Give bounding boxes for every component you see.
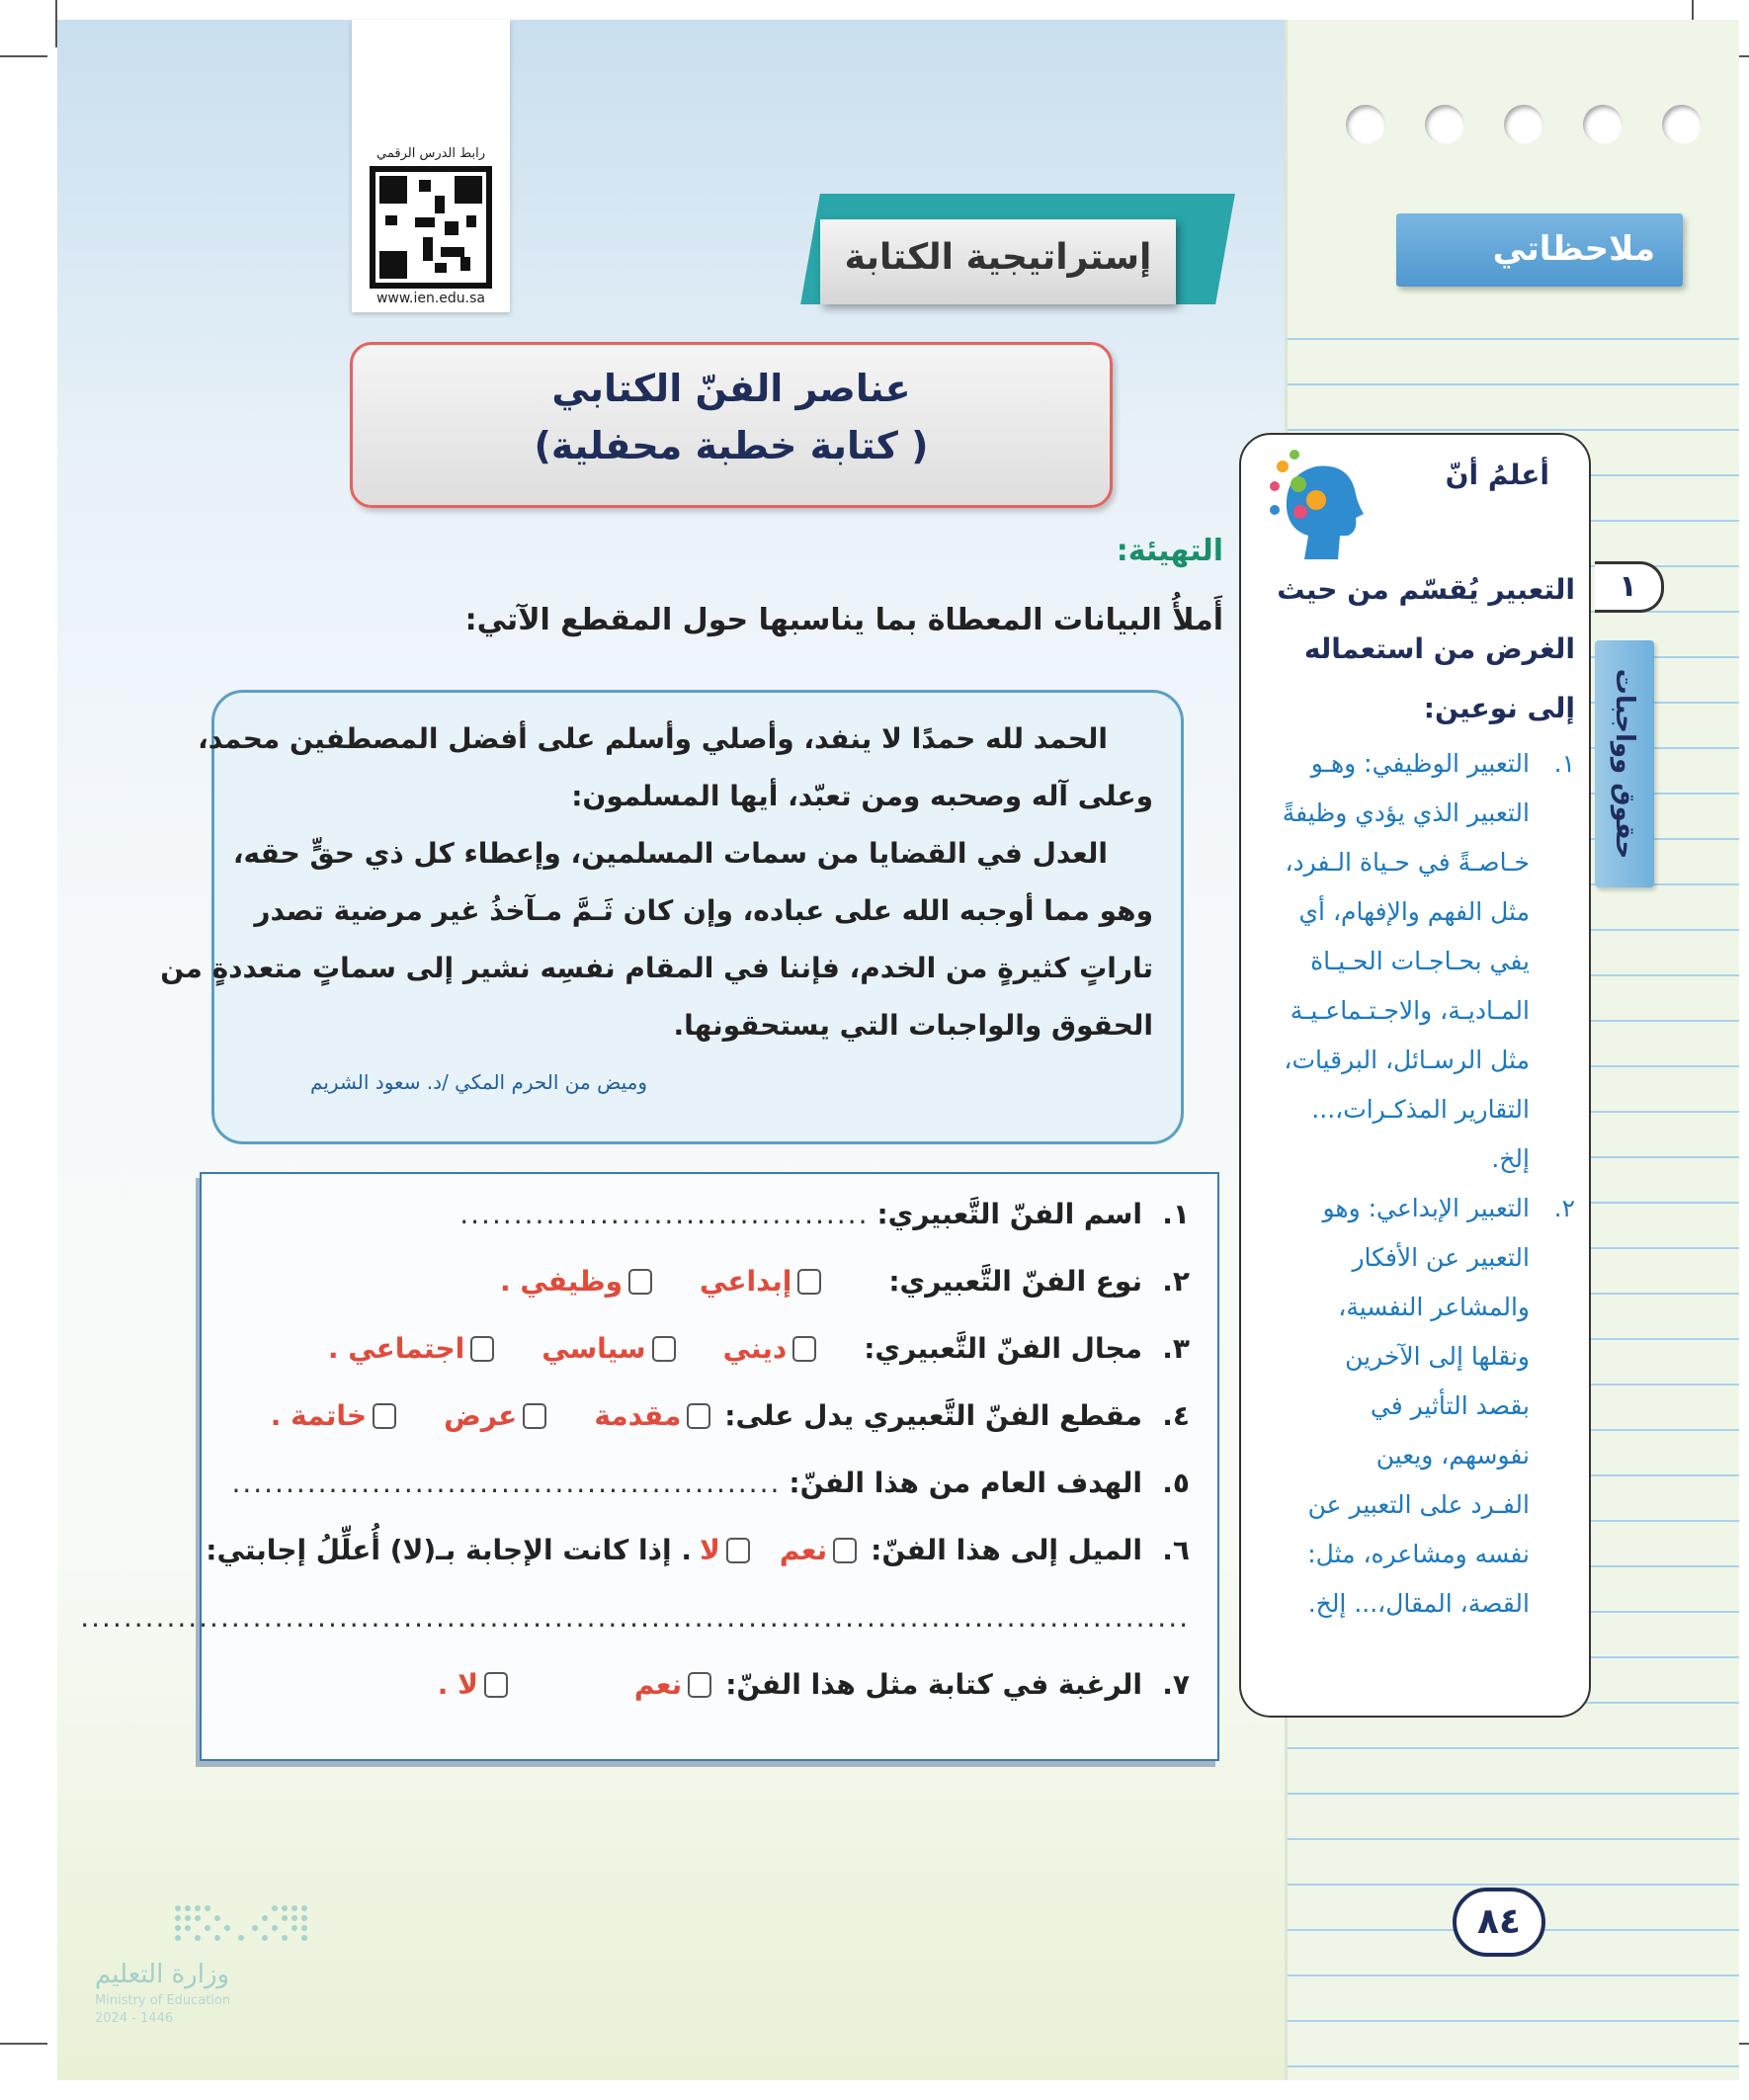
option-label: نعم xyxy=(633,1668,683,1701)
option-label: وظيفي . xyxy=(499,1265,624,1298)
passage-line: الحمد لله حمدًا لا ينفد، وأصلي وأسلم على أفضل المصطفين محمد، xyxy=(198,722,1108,755)
strategy-ribbon: إستراتيجية الكتابة xyxy=(820,219,1176,304)
unit-number: ١ xyxy=(1595,561,1664,613)
checkbox[interactable] xyxy=(797,1269,821,1295)
info-item-line: إلخ. xyxy=(1491,1144,1530,1173)
ministry-name-en: Ministry of Education xyxy=(95,1993,231,2008)
info-item-line: مثل الرسـائل، البرقيات، xyxy=(1284,1046,1530,1074)
question-number: ٥. xyxy=(1162,1467,1190,1499)
notes-tab-label: ملاحظاتي xyxy=(1492,229,1655,269)
info-item-line: نفسه ومشاعره، مثل: xyxy=(1307,1540,1530,1568)
question-label: الميل إلى هذا الفنّ: xyxy=(871,1534,1142,1566)
info-item-line: التعبير الإبداعي: وهو xyxy=(1322,1194,1530,1222)
qr-code-icon[interactable] xyxy=(370,166,492,289)
ministry-year: 2024 - 1446 xyxy=(95,2011,174,2026)
info-lead-line: التعبير يُقسّم من حيث xyxy=(1277,573,1575,606)
question-label: مقطع الفنّ التَّعبيري يدل على: xyxy=(724,1399,1142,1432)
info-item-line: نفوسهم، ويعين xyxy=(1375,1441,1530,1470)
warmup-instruction: أَملأُ البيانات المعطاة بما يناسبها حول المقطع الآتي: xyxy=(464,603,1223,637)
question-number: ١. xyxy=(1162,1198,1190,1230)
info-item-line: المـاديـة، والاجـتـماعـيـة xyxy=(1290,996,1530,1025)
question-1 xyxy=(459,1198,1190,1230)
question-6 xyxy=(206,1534,1190,1566)
info-lead-line: إلى نوعين: xyxy=(1423,692,1575,724)
passage-line: وعلى آله وصحبه ومن تعبّد، أيها المسلمون: xyxy=(571,780,1153,812)
question-4 xyxy=(271,1399,1190,1432)
passage-line: تاراتٍ كثيرةٍ من الخدم، فإننا في المقام نفسِه نشير إلى سماتٍ متعددةٍ من xyxy=(160,952,1153,984)
checkbox[interactable] xyxy=(792,1336,816,1362)
option-label: نعم xyxy=(779,1534,828,1566)
unit-side-tab xyxy=(1595,640,1654,887)
info-item-line: خـاصـةً في حـياة الـفرد، xyxy=(1285,848,1530,877)
info-item-line: التعبير الوظيفي: وهـو xyxy=(1310,749,1530,778)
qr-url[interactable]: www.ien.edu.sa xyxy=(375,291,486,306)
question-6-answer-line xyxy=(80,1601,1190,1634)
qr-card[interactable] xyxy=(352,20,510,312)
lesson-subtitle: ( كتابة خطبة محفلية) xyxy=(534,424,929,467)
option-label: اجتماعي . xyxy=(327,1332,465,1365)
question-label: الهدف العام من هذا الفنّ: xyxy=(789,1467,1142,1499)
question-label: نوع الفنّ التَّعبيري: xyxy=(888,1265,1142,1298)
question-2 xyxy=(500,1265,1190,1298)
checkbox[interactable] xyxy=(687,1403,710,1429)
option-label: خاتمة . xyxy=(270,1399,368,1432)
qr-title: رابط الدرس الرقمي xyxy=(376,146,485,161)
passage-line: العدل في القضايا من سمات المسلمين، وإعطاء كل ذي حقٍّ حقه، xyxy=(232,837,1108,870)
binder-hole xyxy=(1662,105,1702,144)
ministry-logo-icon xyxy=(172,1902,310,1946)
option-label: مقدمة xyxy=(594,1399,682,1432)
info-panel xyxy=(1239,433,1591,1718)
answer-blank[interactable]: ....................................................................................................... xyxy=(80,1601,1190,1634)
checkbox[interactable] xyxy=(484,1672,508,1698)
info-item-line: يفي بحـاجـات الحـيـاة xyxy=(1310,947,1530,975)
crop-mark xyxy=(0,55,47,57)
info-item-line: القصة، المقال،... إلخ. xyxy=(1307,1589,1530,1618)
info-item-line: ونقلها إلى الآخرين xyxy=(1345,1342,1530,1371)
info-item-line: الفـرد على التعبير عن xyxy=(1307,1490,1530,1519)
head-gears-icon xyxy=(1265,445,1368,563)
question-number: ٧. xyxy=(1162,1668,1190,1701)
checkbox[interactable] xyxy=(523,1403,546,1429)
option-label: إبداعي xyxy=(700,1265,792,1298)
ministry-logo xyxy=(95,1902,312,2031)
question-label: الرغبة في كتابة مثل هذا الفنّ: xyxy=(725,1668,1142,1701)
lesson-title: عناصر الفنّ الكتابي xyxy=(551,367,911,410)
checkbox[interactable] xyxy=(470,1336,494,1362)
info-item-line: التعبير الذي يؤدي وظيفةً xyxy=(1282,798,1530,827)
checkbox[interactable] xyxy=(373,1403,396,1429)
question-label: اسم الفنّ التَّعبيري: xyxy=(876,1198,1142,1230)
question-number: ٤. xyxy=(1162,1399,1190,1432)
lesson-title-box xyxy=(350,342,1113,508)
ministry-name-ar: وزارة التعليم xyxy=(95,1960,230,1989)
crop-mark xyxy=(0,2043,47,2045)
question-label: مجال الفنّ التَّعبيري: xyxy=(864,1332,1142,1365)
info-item-line: بقصد التأثير في xyxy=(1370,1391,1530,1420)
option-label: سياسي xyxy=(541,1332,646,1365)
info-item-number: ٢. xyxy=(1553,1194,1575,1222)
questions-box xyxy=(80,1172,1219,1761)
passage-box xyxy=(160,690,1184,1144)
binder-hole xyxy=(1346,105,1385,144)
info-item-line: مثل الفهم والإفهام، أي xyxy=(1298,897,1530,926)
option-label: ديني xyxy=(722,1332,788,1365)
passage-line: الحقوق والواجبات التي يستحقونها. xyxy=(673,1009,1153,1042)
passage-source: وميض من الحرم المكي /د. سعود الشريم xyxy=(310,1070,647,1094)
warmup-heading: التهيئة: xyxy=(1116,534,1223,568)
question-number: ٢. xyxy=(1162,1265,1190,1298)
question-number: ٦. xyxy=(1162,1534,1190,1566)
option-label: لا . xyxy=(437,1668,478,1701)
option-label: عرض xyxy=(444,1399,518,1432)
info-item-number: ١. xyxy=(1553,749,1575,778)
answer-blank[interactable]: ................................................... xyxy=(231,1467,782,1499)
question-7 xyxy=(438,1668,1190,1701)
notes-tab xyxy=(1396,213,1683,287)
binder-hole xyxy=(1583,105,1623,144)
option-label: لا xyxy=(700,1534,720,1566)
info-item-line: التعبير عن الأفكار xyxy=(1352,1243,1530,1272)
info-title: أعلمُ أنّ xyxy=(1445,459,1549,491)
unit-side-tab-label: حقوق وواجبات xyxy=(1610,668,1639,860)
page-number: ٨٤ xyxy=(1453,1888,1545,1957)
question-3 xyxy=(328,1332,1190,1365)
checkbox[interactable] xyxy=(726,1538,750,1563)
info-lead-line: الغرض من استعماله xyxy=(1303,632,1575,665)
binder-hole xyxy=(1504,105,1543,144)
question-followup: . إذا كانت الإجابة بـ(لا) أُعلِّلُ إجابتي: xyxy=(206,1534,693,1566)
checkbox[interactable] xyxy=(688,1672,711,1698)
passage-line: وهو مما أوجبه الله على عباده، وإن كان ثَـمَّ مـآخذُ غير مرضية تصدر xyxy=(254,894,1153,927)
question-number: ٣. xyxy=(1162,1332,1190,1365)
checkbox[interactable] xyxy=(628,1269,652,1295)
checkbox[interactable] xyxy=(833,1538,857,1563)
binder-hole xyxy=(1425,105,1464,144)
question-5 xyxy=(231,1467,1190,1499)
answer-blank[interactable]: ...................................... xyxy=(459,1198,870,1230)
info-item-line: التقارير المذكـرات،... xyxy=(1311,1095,1530,1124)
checkbox[interactable] xyxy=(652,1336,676,1362)
info-item-line: والمشاعر النفسية، xyxy=(1338,1293,1530,1321)
